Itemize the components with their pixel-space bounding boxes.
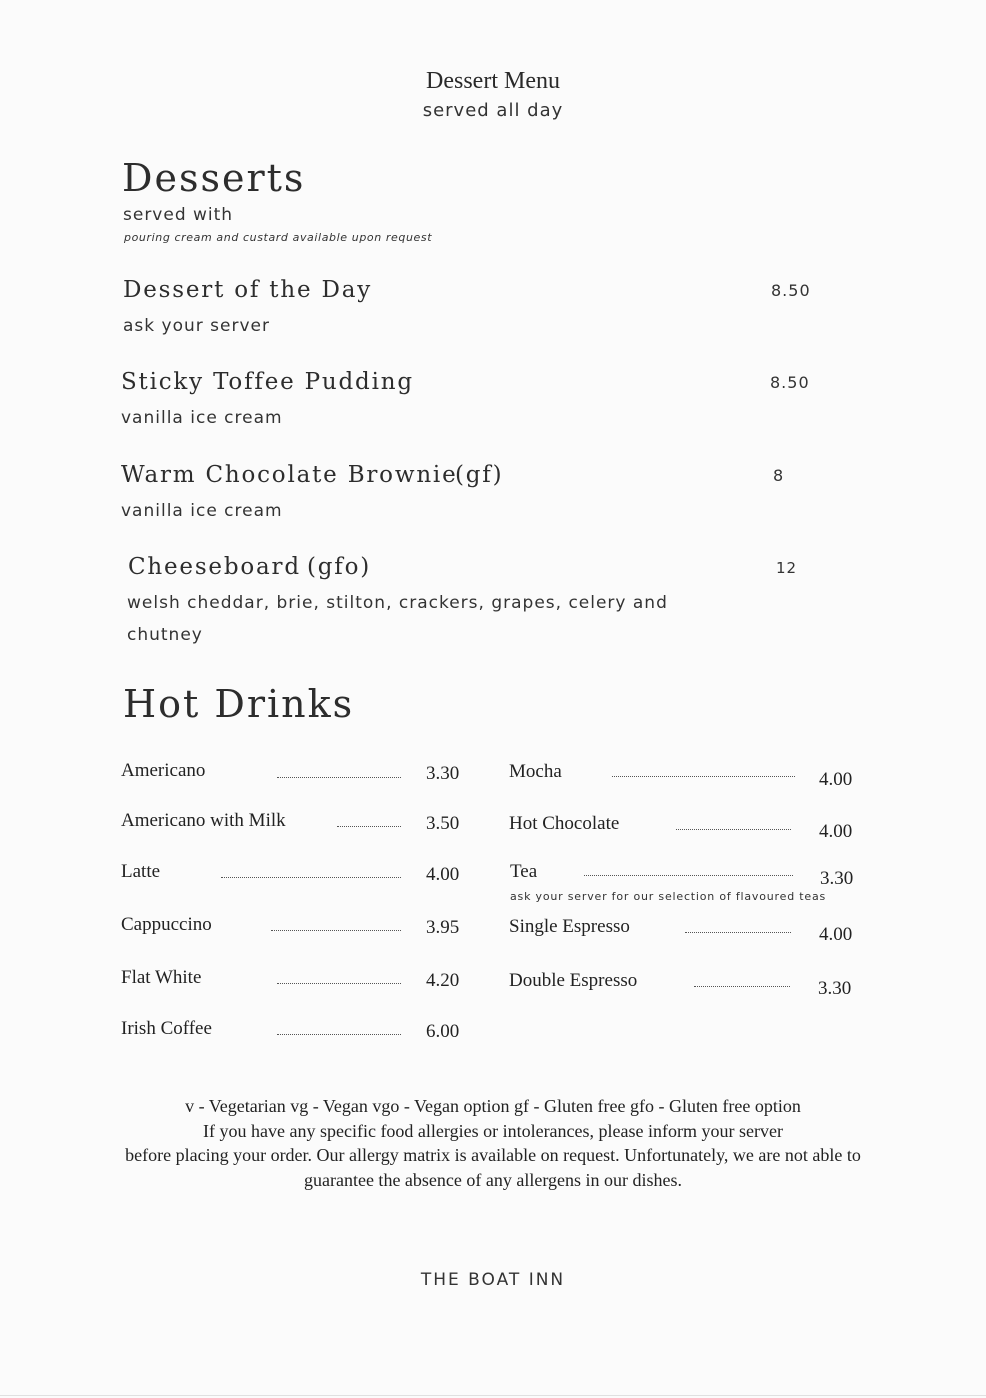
drink-name: Latte [121,861,161,882]
drink-price: 3.30 [818,978,852,999]
drink-price: 3.30 [426,763,460,784]
allergy-notice: If you have any specific food allergies or intolerances, please inform your server [203,1121,783,1141]
page-edge-divider [0,1395,986,1396]
dessert-description: welsh cheddar, brie, stilton, crackers, grapes, celery and [127,593,668,613]
drink-name: Double Espresso [509,970,638,991]
dot-leader [271,930,401,931]
dietary-legend: v - Vegetarian vg - Vegan vgo - Vegan option gf - Gluten free gfo - Gluten free option [185,1096,801,1116]
dot-leader [337,826,401,827]
dietary-tag: (gf) [455,462,504,488]
dot-leader [694,986,790,987]
drink-price: 3.50 [426,813,460,834]
dot-leader [277,983,401,984]
hot-drinks-heading: Hot Drinks [123,682,355,726]
dot-leader [685,932,791,933]
dessert-price: 8.50 [770,373,810,392]
dessert-description: vanilla ice cream [121,501,283,521]
drink-name: Single Espresso [509,916,630,937]
dessert-description: ask your server [123,316,270,336]
drink-name: Americano [121,760,206,781]
drink-name: Mocha [509,761,562,782]
dessert-name: Dessert of the Day [123,277,373,303]
drink-price: 4.00 [426,864,460,885]
dietary-tag: (gfo) [307,554,372,580]
allergy-notice: guarantee the absence of any allergens in our dishes. [303,1170,683,1190]
dessert-price: 8 [773,466,785,485]
drink-price: 6.00 [426,1021,460,1042]
dot-leader [676,829,791,830]
dot-leader [221,877,401,878]
restaurant-name: THE BOAT INN [420,1270,566,1290]
drink-price: 4.00 [819,821,853,842]
dessert-name: Cheeseboard [128,554,301,580]
dessert-name: Warm Chocolate Brownie [121,462,458,488]
allergy-notice: before placing your order. Our allergy matrix is available on request. Unfortunately, we are not able to [125,1145,861,1165]
drink-name: Cappuccino [121,914,212,935]
dessert-name: Sticky Toffee Pudding [121,369,414,395]
menu-title: Dessert Menu [426,68,560,94]
dot-leader [612,776,795,777]
desserts-note: pouring cream and custard available upon request [124,231,433,244]
desserts-heading: Desserts [122,156,306,200]
drink-price: 4.20 [426,970,460,991]
menu-subtitle: served all day [422,100,564,121]
dessert-price: 12 [776,559,798,577]
drink-price: 4.00 [819,769,853,790]
drink-name: Tea [510,861,538,882]
tea-note: ask your server for our selection of flavoured teas [510,890,827,903]
dot-leader [584,875,793,876]
dessert-description: chutney [127,625,203,645]
drink-name: Irish Coffee [121,1018,212,1039]
drink-name: Americano with Milk [121,810,286,831]
drink-name: Hot Chocolate [509,813,620,834]
dot-leader [277,1034,401,1035]
drink-price: 3.30 [820,868,854,889]
dessert-description: vanilla ice cream [121,408,283,428]
dot-leader [277,777,401,778]
desserts-served-with: served with [123,205,234,225]
dessert-price: 8.50 [771,281,811,300]
drink-price: 3.95 [426,917,460,938]
drink-name: Flat White [121,967,202,988]
drink-price: 4.00 [819,924,853,945]
